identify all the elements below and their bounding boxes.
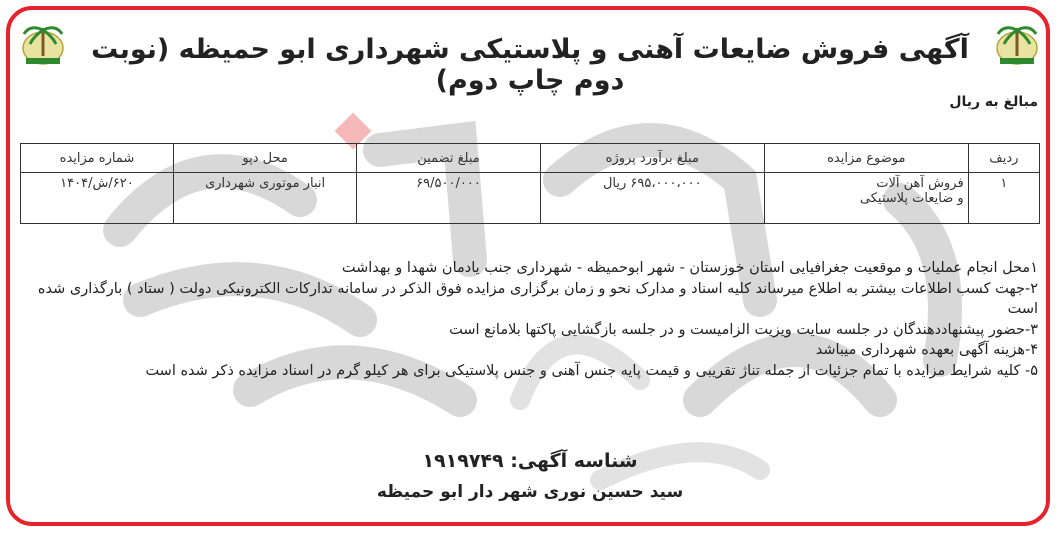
column-header-auction-number: شماره مزایده (21, 144, 174, 173)
currency-note: مبالغ به ریال (949, 94, 1038, 110)
signer-name: سید حسین نوری شهر دار ابو حمیظه (376, 482, 684, 502)
conditions-list (14, 258, 1038, 382)
auction-table (20, 143, 1040, 224)
table-row (21, 173, 1040, 224)
page-title: آگهی فروش ضایعات آهنی و پلاستیکی شهرداری ابو حمیظه (نوبت دوم چاپ دوم) (91, 34, 969, 96)
column-header-estimate: مبلغ برآورد پروژه (540, 144, 764, 173)
condition-item-2: ۲-جهت کسب اطلاعات بیشتر به اطلاع میرساند کلیه اسناد و مدارک نحو و زمان برگزاری مزایده فوق الذکر در سامانه تدارکات الکترونیکی دولت ( ستاد ) بارگذاری شده است (37, 280, 1038, 318)
cell-auction-number: ۶۲۰/ش/۱۴۰۴ (21, 173, 174, 224)
column-header-guarantee: مبلغ تضمین (357, 144, 540, 173)
municipality-logo-icon (994, 18, 1040, 68)
cell-subject (764, 173, 968, 224)
condition-item-5: ۵- کلیه شرایط مزایده با تمام جزئیات از جمله تناژ تقریبی و قیمت پایه جنس آهنی و جنس پلاستیکی برای هر کیلو گرم در اسناد مزایده ذکر شده است (145, 362, 1038, 379)
table-header-row (21, 144, 1040, 173)
column-header-index: ردیف (968, 144, 1039, 173)
condition-item-1: ۱محل انجام عملیات و موقعیت جغرافیایی استان خوزستان - شهر ابوحمیظه - شهرداری جنب یادمان شهدا و بهداشت (341, 260, 1038, 276)
condition-item-3: ۳-حضور پیشنهاددهندگان در جلسه سایت ویزیت الزامیست و در جلسه بازگشایی پاکتها بلامانع است (449, 321, 1038, 338)
municipality-logo-icon (20, 18, 66, 68)
cell-depot: انبار موتوری شهرداری (173, 173, 356, 224)
cell-subject-line2: و ضایعات پلاستیکی (859, 191, 964, 206)
column-header-depot: محل دپو (173, 144, 356, 173)
column-header-subject: موضوع مزایده (764, 144, 968, 173)
ad-id: شناسه آگهی: ۱۹۱۹۷۴۹ (422, 450, 638, 472)
cell-guarantee: ۶۹/۵۰۰/۰۰۰ (357, 173, 540, 224)
cell-index: ۱ (968, 173, 1039, 224)
cell-estimate: ۶۹۵،۰۰۰،۰۰۰ ریال (540, 173, 764, 224)
cell-subject-line1: فروش آهن آلات (876, 176, 964, 191)
condition-item-4: ۴-هزینه آگهی بعهده شهرداری میباشد (815, 342, 1038, 359)
